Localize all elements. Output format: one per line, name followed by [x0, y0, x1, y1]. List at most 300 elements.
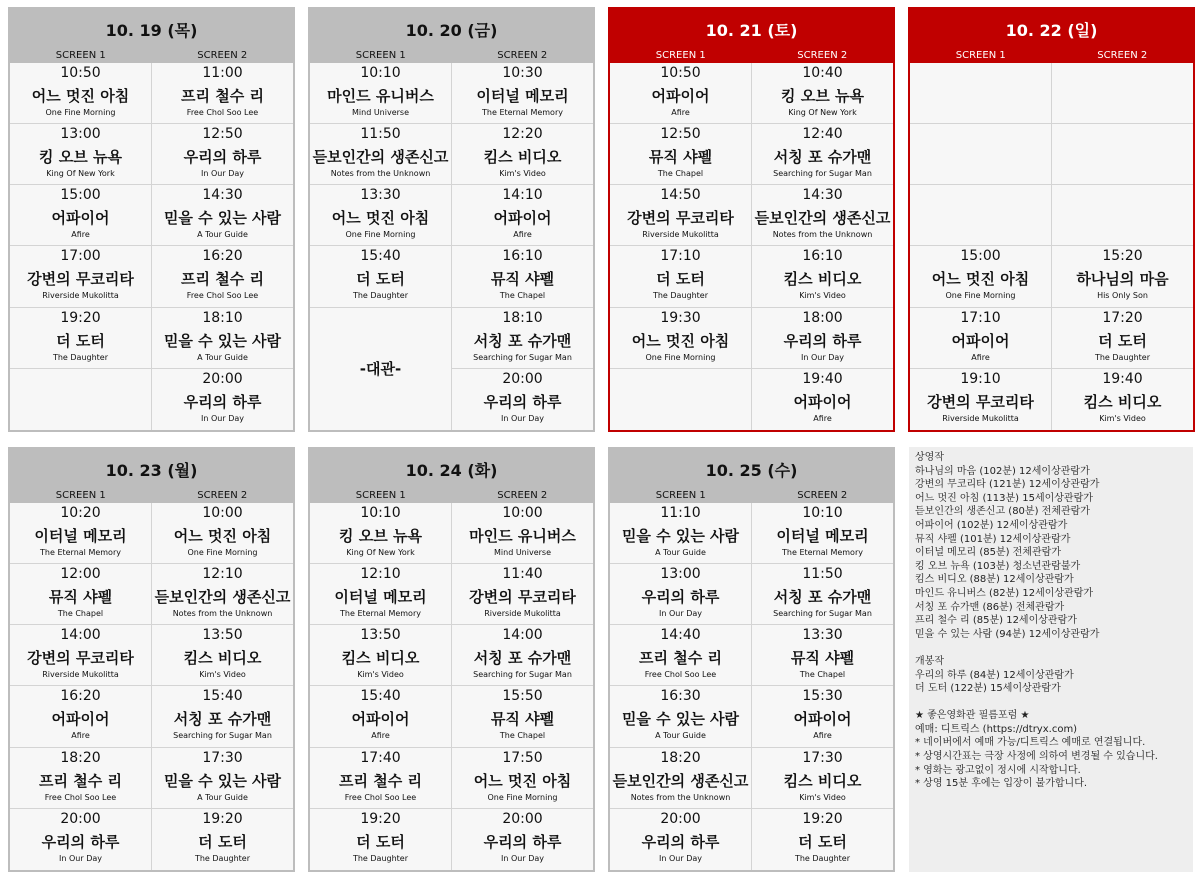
movie-title-en: Kim's Video	[199, 670, 246, 680]
movie-title-kr: 킴스 비디오	[783, 771, 862, 790]
showtime-time: 17:10	[660, 248, 701, 265]
movie-title-kr: 이터널 메모리	[776, 527, 869, 545]
movie-title-kr: 킴스 비디오	[183, 649, 262, 668]
showtime-time: 12:20	[502, 126, 543, 143]
movie-title-kr: 듣보인간의 생존신고	[312, 148, 449, 167]
movie-title-en: In Our Day	[501, 413, 544, 423]
showtime-time: 17:00	[60, 248, 101, 265]
movie-title-kr: 더 도터	[1098, 331, 1147, 350]
day-date: 10. 24 (화)	[310, 449, 593, 489]
showtime-slot[interactable]	[452, 503, 593, 564]
showtime-slot[interactable]	[152, 564, 293, 625]
movie-title-en: King Of New York	[346, 548, 415, 557]
showtime-slot[interactable]	[452, 63, 593, 124]
showtime-time: 15:00	[960, 248, 1001, 265]
showtime-slot[interactable]	[10, 246, 151, 307]
movie-title-en: One Fine Morning	[945, 291, 1016, 301]
movie-title-en: The Eternal Memory	[340, 609, 421, 619]
day-date: 10. 20 (금)	[310, 9, 593, 49]
movie-title-en: Afire	[671, 108, 690, 117]
movie-title-en: Kim's Video	[799, 792, 846, 802]
showtime-time: 18:10	[202, 309, 243, 326]
showtime-time: 14:00	[60, 627, 101, 644]
screen-1-label: SCREEN 1	[355, 50, 406, 61]
movie-title-kr: 킴스 비디오	[783, 270, 862, 289]
notice-line: 예매: 디트릭스 (https://dtryx.com)	[915, 723, 1078, 735]
movie-title-kr: 프리 철수 리	[181, 87, 264, 105]
movie-title-en: One Fine Morning	[645, 352, 716, 362]
movie-title-en: A Tour Guide	[197, 352, 248, 362]
showtime-slot[interactable]	[610, 564, 751, 625]
day-schedule	[908, 7, 1195, 432]
showtime-slot[interactable]	[610, 809, 751, 870]
showtime-slot[interactable]	[610, 686, 751, 747]
screen-1-column	[310, 63, 451, 430]
notes-list	[915, 709, 1187, 791]
movie-title-kr: 더 도터	[56, 331, 105, 350]
showtime-slot[interactable]	[152, 748, 293, 809]
movie-title-kr: 어파이어	[51, 209, 110, 228]
showtime-slot[interactable]	[10, 625, 151, 686]
movie-title-kr: 믿을 수 있는 사람	[163, 331, 282, 350]
movie-info-line: 하나님의 마음 (102분) 12세이상관람가	[915, 465, 1090, 477]
showtime-slot[interactable]	[452, 124, 593, 185]
showtime-time: 19:10	[960, 370, 1001, 387]
showtime-slot[interactable]	[310, 503, 451, 564]
showtime-time: 13:00	[60, 126, 101, 143]
movie-title-en: The Eternal Memory	[782, 548, 863, 557]
showtime-slot[interactable]	[152, 185, 293, 246]
movie-title-kr: 듣보인간의 생존신고	[612, 771, 749, 790]
showtime-time: 12:40	[802, 126, 843, 143]
movie-title-kr: 서칭 포 슈가맨	[473, 649, 572, 668]
movie-title-en: The Chapel	[799, 670, 846, 680]
showtime-slot[interactable]	[152, 686, 293, 747]
movie-title-en: King Of New York	[46, 169, 115, 179]
showtime-slot[interactable]	[610, 246, 751, 307]
movie-title-kr: 킴스 비디오	[1083, 392, 1162, 411]
notice-line: ★ 좋은영화관 필름포럼 ★	[915, 710, 1030, 722]
showtime-slot[interactable]	[10, 308, 151, 369]
showtime-time: 18:10	[502, 309, 543, 326]
showtime-time: 17:20	[1102, 309, 1143, 326]
movie-title-en: Kim's Video	[357, 670, 404, 680]
notice-line: * 네이버에서 예매 가능/디트릭스 예매로 연결됩니다.	[915, 737, 1146, 749]
info-panel	[909, 447, 1193, 872]
empty-slot	[1052, 185, 1193, 246]
movie-info-line: 서칭 포 슈가맨 (86분) 전체관람가	[915, 601, 1065, 613]
movie-title-kr: 듣보인간의 생존신고	[754, 209, 891, 228]
movie-title-kr: 뮤직 샤펠	[490, 270, 555, 289]
showtime-slot[interactable]	[10, 748, 151, 809]
showtime-slot[interactable]	[452, 185, 593, 246]
movie-title-en: Notes from the Unknown	[172, 609, 273, 619]
day-date: 10. 23 (월)	[10, 449, 293, 489]
showtime-slot[interactable]	[10, 124, 151, 185]
screen-2-label: SCREEN 2	[497, 50, 548, 61]
showtime-slot[interactable]	[452, 369, 593, 430]
showtime-slot[interactable]	[310, 625, 451, 686]
movie-title-kr: 킴스 비디오	[483, 148, 562, 167]
movie-title-kr: 서칭 포 슈가맨	[773, 148, 872, 167]
showtime-slot[interactable]	[610, 124, 751, 185]
screen-header	[310, 49, 593, 63]
showtime-time: 10:00	[502, 505, 543, 521]
showtime-time: 19:20	[60, 309, 101, 326]
showtime-slot[interactable]	[1052, 308, 1193, 369]
movie-title-en: The Daughter	[194, 853, 251, 863]
screen-2-label: SCREEN 2	[797, 490, 848, 501]
empty-slot	[910, 185, 1051, 246]
movie-title-kr: 우리의 하루	[783, 331, 862, 350]
showtime-grid	[10, 63, 293, 430]
showtime-time: 12:50	[660, 126, 701, 143]
movie-title-en: Riverside Mukolitta	[642, 230, 719, 240]
showtime-slot[interactable]	[310, 686, 451, 747]
showtime-slot[interactable]	[152, 246, 293, 307]
showtime-slot[interactable]	[752, 748, 893, 809]
movie-title-en: Riverside Mukolitta	[42, 670, 119, 680]
showtime-time: 19:20	[202, 810, 243, 827]
showtime-grid	[610, 63, 893, 430]
showtime-slot[interactable]	[752, 564, 893, 625]
movie-title-en: The Daughter	[794, 853, 851, 863]
showtime-slot[interactable]	[10, 686, 151, 747]
showtime-time: 17:10	[960, 309, 1001, 326]
movie-title-en: Free Chol Soo Lee	[44, 792, 117, 802]
movie-title-en: The Daughter	[652, 291, 709, 301]
screen-1-label: SCREEN 1	[355, 490, 406, 501]
showtime-time: 15:40	[360, 688, 401, 705]
showtime-slot[interactable]	[452, 748, 593, 809]
movie-title-en: The Chapel	[499, 291, 546, 301]
movie-title-kr: 어파이어	[651, 87, 710, 105]
movie-title-en: In Our Day	[659, 609, 702, 619]
showtime-time: 19:20	[802, 810, 843, 827]
showtime-slot[interactable]	[752, 369, 893, 430]
movie-title-kr: 강변의 무코리타	[27, 649, 134, 668]
showtime-slot[interactable]	[310, 809, 451, 870]
showtime-slot[interactable]	[610, 748, 751, 809]
screen-2-label: SCREEN 2	[1097, 50, 1148, 61]
showtime-time: 19:20	[360, 810, 401, 827]
screen-1-label: SCREEN 1	[55, 50, 106, 61]
showtime-slot[interactable]	[310, 246, 451, 307]
showtime-time: 13:50	[360, 627, 401, 644]
movie-title-kr: 믿을 수 있는 사람	[163, 771, 282, 790]
showtime-grid	[310, 63, 593, 430]
movie-title-kr: 어느 멋진 아침	[931, 270, 1030, 289]
movie-title-en: King Of New York	[788, 108, 857, 117]
showtime-time: 11:50	[802, 566, 843, 583]
movie-info-line: 우리의 하루 (84분) 12세이상관람가	[915, 669, 1074, 681]
movie-title-en: In Our Day	[801, 352, 844, 362]
showtime-time: 20:00	[502, 370, 543, 387]
showtime-slot[interactable]	[910, 246, 1051, 307]
empty-slot	[1052, 124, 1193, 185]
movie-title-en: Searching for Sugar Man	[473, 670, 572, 680]
showtime-time: 13:30	[360, 187, 401, 204]
showtime-time: 12:50	[202, 126, 243, 143]
movie-title-en: Riverside Mukolitta	[484, 609, 561, 619]
movie-info-line: 킹 오브 뉴욕 (103분) 청소년관람불가	[915, 560, 1081, 572]
closed-label: -대관-	[359, 360, 402, 379]
movie-title-kr: 믿을 수 있는 사람	[621, 710, 740, 729]
movie-title-kr: 강변의 무코리타	[927, 392, 1034, 411]
showtime-slot[interactable]	[752, 63, 893, 124]
showtime-time: 14:50	[660, 187, 701, 204]
movie-title-en: Free Chol Soo Lee	[344, 792, 417, 802]
showtime-time: 13:30	[802, 627, 843, 644]
day-schedule	[308, 447, 595, 872]
movie-title-kr: 우리의 하루	[641, 832, 720, 851]
screen-1-column	[10, 503, 151, 870]
showtime-slot[interactable]	[452, 686, 593, 747]
showtime-slot[interactable]	[752, 246, 893, 307]
movie-title-kr: 어파이어	[51, 710, 110, 729]
movie-title-en: Afire	[971, 352, 990, 362]
movie-info-line: 믿을 수 있는 사람 (94분) 12세이상관람가	[915, 628, 1100, 640]
movie-title-en: Afire	[371, 731, 390, 741]
showtime-slot[interactable]	[452, 564, 593, 625]
notice-line: * 상영시간표는 극장 사정에 의하여 변경될 수 있습니다.	[915, 751, 1158, 763]
movie-title-en: One Fine Morning	[345, 230, 416, 240]
opening-list	[915, 669, 1187, 696]
showtime-slot[interactable]	[152, 308, 293, 369]
showtime-slot[interactable]	[310, 63, 451, 124]
showtime-slot[interactable]	[152, 369, 293, 430]
screen-header	[10, 49, 293, 63]
day-schedule	[608, 7, 895, 432]
showtime-slot[interactable]	[610, 308, 751, 369]
showtime-slot[interactable]	[10, 63, 151, 124]
movie-info-line: 더 도터 (122분) 15세이상관람가	[915, 683, 1061, 695]
movie-title-kr: 어느 멋진 아침	[473, 771, 572, 790]
opening-title: 개봉작	[915, 655, 944, 667]
movie-info-line: 어파이어 (102분) 12세이상관람가	[915, 519, 1068, 531]
showtime-time: 12:00	[60, 566, 101, 583]
movie-title-en: Mind Universe	[352, 108, 409, 117]
movie-info-line: 어느 멋진 아침 (113분) 15세이상관람가	[915, 492, 1093, 504]
showtime-time: 19:30	[660, 309, 701, 326]
showtime-slot[interactable]	[452, 625, 593, 686]
movie-title-kr: 우리의 하루	[483, 392, 562, 411]
showtime-grid	[10, 503, 293, 870]
showtime-time: 14:30	[802, 187, 843, 204]
movie-title-en: A Tour Guide	[197, 230, 248, 240]
showtime-time: 10:50	[60, 65, 101, 81]
showtime-slot[interactable]	[452, 308, 593, 369]
showtime-time: 10:40	[802, 65, 843, 81]
showtime-slot[interactable]	[1052, 369, 1193, 430]
screen-1-label: SCREEN 1	[655, 490, 706, 501]
screen-header	[610, 49, 893, 63]
showtime-slot[interactable]	[752, 686, 893, 747]
showtime-slot[interactable]	[752, 503, 893, 564]
showtime-time: 17:30	[802, 749, 843, 766]
showtime-time: 17:30	[202, 749, 243, 766]
movie-title-en: The Eternal Memory	[482, 108, 563, 117]
movie-title-kr: 뮤직 샤펠	[648, 148, 713, 167]
movie-title-en: Notes from the Unknown	[772, 230, 873, 240]
movie-title-en: The Daughter	[52, 352, 109, 362]
showtime-slot[interactable]	[1052, 246, 1193, 307]
showtime-slot[interactable]	[310, 124, 451, 185]
movie-title-en: The Daughter	[352, 291, 409, 301]
showtime-slot[interactable]	[310, 564, 451, 625]
movie-title-en: Kim's Video	[1099, 413, 1146, 423]
movie-title-en: The Chapel	[657, 169, 704, 179]
showtime-time: 19:40	[1102, 370, 1143, 387]
showtime-slot[interactable]	[752, 809, 893, 870]
showtime-slot[interactable]	[152, 503, 293, 564]
movie-title-en: Searching for Sugar Man	[773, 609, 872, 619]
movie-title-en: Afire	[813, 413, 832, 423]
movie-title-en: The Eternal Memory	[40, 548, 121, 557]
showtime-slot[interactable]	[10, 809, 151, 870]
movie-title-en: Afire	[813, 731, 832, 741]
showtime-slot[interactable]	[152, 809, 293, 870]
screen-1-label: SCREEN 1	[55, 490, 106, 501]
movie-title-en: In Our Day	[201, 413, 244, 423]
movie-title-kr: 어파이어	[351, 710, 410, 729]
movie-title-en: Searching for Sugar Man	[173, 731, 272, 741]
movie-title-kr: 프리 철수 리	[639, 649, 722, 668]
screen-header	[10, 489, 293, 503]
showtime-slot[interactable]	[610, 185, 751, 246]
showtime-slot[interactable]	[10, 185, 151, 246]
showtime-slot[interactable]	[752, 625, 893, 686]
movie-title-kr: 강변의 무코리타	[27, 270, 134, 289]
movie-title-en: Free Chol Soo Lee	[644, 670, 717, 680]
movie-title-kr: 어파이어	[951, 331, 1010, 350]
movie-info-line: 프리 철수 리 (85분) 12세이상관람가	[915, 615, 1077, 627]
movie-title-en: Free Chol Soo Lee	[186, 291, 259, 301]
movie-title-kr: 킹 오브 뉴욕	[339, 527, 422, 545]
showtime-time: 13:00	[660, 566, 701, 583]
movie-title-en: A Tour Guide	[197, 792, 248, 802]
screen-2-column	[151, 63, 293, 430]
screen-1-column	[310, 503, 451, 870]
movie-title-kr: 더 도터	[356, 832, 405, 851]
movie-title-kr: 우리의 하루	[483, 832, 562, 851]
showtime-time: 14:40	[660, 627, 701, 644]
movie-title-kr: 마인드 유니버스	[469, 527, 576, 545]
showtime-slot[interactable]	[610, 503, 751, 564]
screen-1-label: SCREEN 1	[655, 50, 706, 61]
movie-title-en: In Our Day	[201, 169, 244, 179]
day-date: 10. 19 (목)	[10, 9, 293, 49]
showtime-slot[interactable]	[310, 185, 451, 246]
screen-header	[910, 49, 1193, 63]
movie-title-en: One Fine Morning	[187, 548, 258, 557]
movie-info-line: 뮤직 샤펠 (101분) 12세이상관람가	[915, 533, 1071, 545]
showtime-slot[interactable]	[752, 124, 893, 185]
showtime-slot[interactable]	[10, 503, 151, 564]
movie-title-en: Free Chol Soo Lee	[186, 108, 259, 117]
showtime-slot[interactable]	[610, 625, 751, 686]
movie-title-en: In Our Day	[501, 853, 544, 863]
movie-title-en: Searching for Sugar Man	[473, 352, 572, 362]
showtime-slot[interactable]	[752, 308, 893, 369]
movie-title-kr: 어파이어	[793, 392, 852, 411]
screen-2-column	[451, 503, 593, 870]
showtime-time: 11:40	[502, 566, 543, 583]
showtime-slot[interactable]	[752, 185, 893, 246]
showtime-slot[interactable]	[152, 625, 293, 686]
movie-title-en: Mind Universe	[494, 548, 551, 557]
showtime-time: 11:50	[360, 126, 401, 143]
movie-title-en: Kim's Video	[499, 169, 546, 179]
movie-title-en: A Tour Guide	[655, 731, 706, 741]
showtime-time: 15:40	[360, 248, 401, 265]
movie-title-kr: 우리의 하루	[641, 588, 720, 607]
movie-title-en: Afire	[71, 230, 90, 240]
movie-title-en: Afire	[71, 731, 90, 741]
showtime-slot[interactable]	[910, 308, 1051, 369]
now-showing-title: 상영작	[915, 452, 944, 463]
day-schedule	[308, 7, 595, 432]
showtime-time: 10:00	[202, 505, 243, 521]
movie-title-kr: 믿을 수 있는 사람	[621, 527, 740, 545]
showtime-time: 16:10	[802, 248, 843, 265]
movie-title-en: The Daughter	[1094, 352, 1151, 362]
day-schedule	[8, 447, 295, 872]
showtime-time: 10:30	[502, 65, 543, 81]
showtime-grid	[610, 503, 893, 870]
showtime-slot[interactable]	[910, 369, 1051, 430]
showtime-time: 10:10	[802, 505, 843, 521]
screen-1-label: SCREEN 1	[955, 50, 1006, 61]
movie-title-kr: 서칭 포 슈가맨	[473, 331, 572, 350]
showtime-time: 16:30	[660, 688, 701, 705]
movie-title-kr: 어파이어	[793, 710, 852, 729]
showtime-slot[interactable]	[452, 809, 593, 870]
screen-2-label: SCREEN 2	[497, 490, 548, 501]
showtime-slot[interactable]	[310, 748, 451, 809]
screen-2-column	[751, 63, 893, 430]
showtime-time: 12:10	[202, 566, 243, 583]
showtime-time: 18:20	[660, 749, 701, 766]
showtime-time: 14:30	[202, 187, 243, 204]
empty-slot	[610, 369, 751, 430]
empty-slot	[910, 124, 1051, 185]
movie-title-en: Riverside Mukolitta	[942, 413, 1019, 423]
showtime-slot[interactable]	[152, 63, 293, 124]
showtime-grid	[910, 63, 1193, 430]
movie-title-kr: 킹 오브 뉴욕	[781, 87, 864, 105]
movie-title-en: Searching for Sugar Man	[773, 169, 872, 179]
movie-title-en: One Fine Morning	[45, 108, 116, 117]
movie-title-kr: 어느 멋진 아침	[31, 87, 130, 105]
showtime-slot[interactable]	[152, 124, 293, 185]
showtime-slot[interactable]	[610, 63, 751, 124]
showtime-time: 10:20	[60, 505, 101, 521]
movie-info-line: 마인드 유니버스 (82분) 12세이상관람가	[915, 587, 1094, 599]
screen-2-column	[751, 503, 893, 870]
screen-2-label: SCREEN 2	[197, 50, 248, 61]
day-date: 10. 25 (수)	[610, 449, 893, 489]
day-schedule	[608, 447, 895, 872]
movie-title-kr: 더 도터	[198, 832, 247, 851]
showtime-slot[interactable]	[452, 246, 593, 307]
showtime-time: 20:00	[660, 810, 701, 827]
movie-title-kr: 더 도터	[656, 270, 705, 289]
showtime-time: 15:50	[502, 688, 543, 705]
movie-title-kr: 어느 멋진 아침	[631, 331, 730, 350]
showtime-time: 16:20	[202, 248, 243, 265]
showtime-slot[interactable]	[10, 564, 151, 625]
